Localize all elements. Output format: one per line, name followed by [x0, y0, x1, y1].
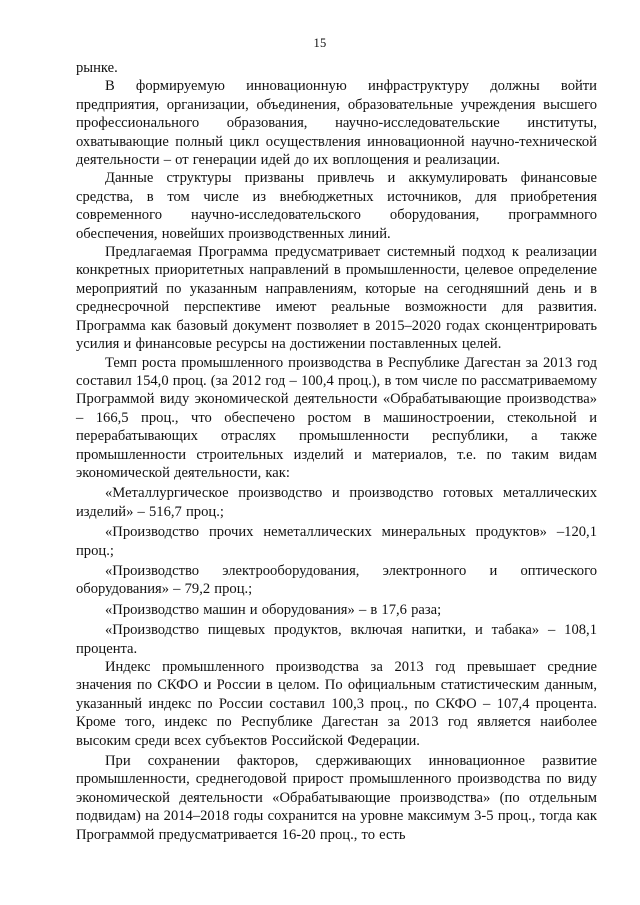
list-item-electrical-equipment: «Производство электрооборудования, электронного и оптического оборудования» – 79,2 проц.;	[76, 562, 597, 598]
list-item-metallurgy: «Металлургическое производство и производство готовых металлических изделий» – 516,7 проц.;	[76, 485, 597, 520]
document-body	[76, 59, 597, 844]
list-item-machinery: «Производство машин и оборудования» – в 17,6 раза;	[105, 601, 442, 618]
list-item-nonmetallic-minerals: «Производство прочих неметаллических минеральных продуктов» –120,1 проц.;	[76, 524, 597, 559]
paragraph-growth-forecast: При сохранении факторов, сдерживающих инновационное развитие промышленности, среднегодовой прирост промышленного производства по виду экономической деятельности «Обрабатывающие производства» (по отдельным подвидам) на 2014–2018 годы сохранится на уровне максимум 3-5 проц., тогда как Программой предусматривается 16-20 проц., то есть	[76, 753, 597, 843]
paragraph-financial-resources: Данные структуры призваны привлечь и аккумулировать финансовые средства, в том числе из внебюджетных источников, для приобретения современного научно-исследовательского оборудования, программного обеспечения, новейших производственных линий.	[76, 170, 597, 242]
paragraph-innovation-infrastructure: В формируемую инновационную инфраструктуру должны войти предприятия, организации, объединения, образовательные учреждения высшего профессионального образования, научно-исследовательские институты, охватывающие полный цикл осуществления инновационной научно-технической деятельности – от генерации идей до их воплощения и реализации.	[76, 78, 597, 169]
paragraph-continuation: рынке.	[76, 60, 118, 76]
list-item-food-products: «Производство пищевых продуктов, включая напитки, и табака» – 108,1 процента.	[76, 622, 597, 657]
paragraph-growth-rate: Темп роста промышленного производства в Республике Дагестан за 2013 год составил 154,0 проц. (за 2012 год – 100,4 проц.), в том числе по рассматриваемому Программой виду экономической деятельности «Обрабатывающие производства» – 166,5 проц., что обеспечено ростом в машиностроении, стекольной и перерабатывающих отраслях промышленности республики, а также промышленности строительных изделий и материалов, т.е. по таким видам экономической деятельности, как:	[76, 354, 597, 481]
paragraph-program-approach: Предлагаемая Программа предусматривает системный подход к реализации конкретных приоритетных направлений в промышленности, целевое определение мероприятий по указанным направлениям, которые на сегодняшний день и в среднесрочной перспективе имеют реальные возможности для развития. Программа как базовый документ позволяет в 2015–2020 годах сконцентрировать усилия и финансовые ресурсы на достижении поставленных целей.	[76, 244, 597, 353]
page-number: 15	[313, 36, 327, 50]
paragraph-production-index: Индекс промышленного производства за 2013 год превышает средние значения по СКФО и России в целом. По официальным статистическим данным, указанный индекс по России составил 100,3 проц., по СКФО – 107,4 процента. Кроме того, индекс по Республике Дагестан за 2013 год является наиболее высоким среди всех субъектов Российской Федерации.	[76, 659, 597, 749]
